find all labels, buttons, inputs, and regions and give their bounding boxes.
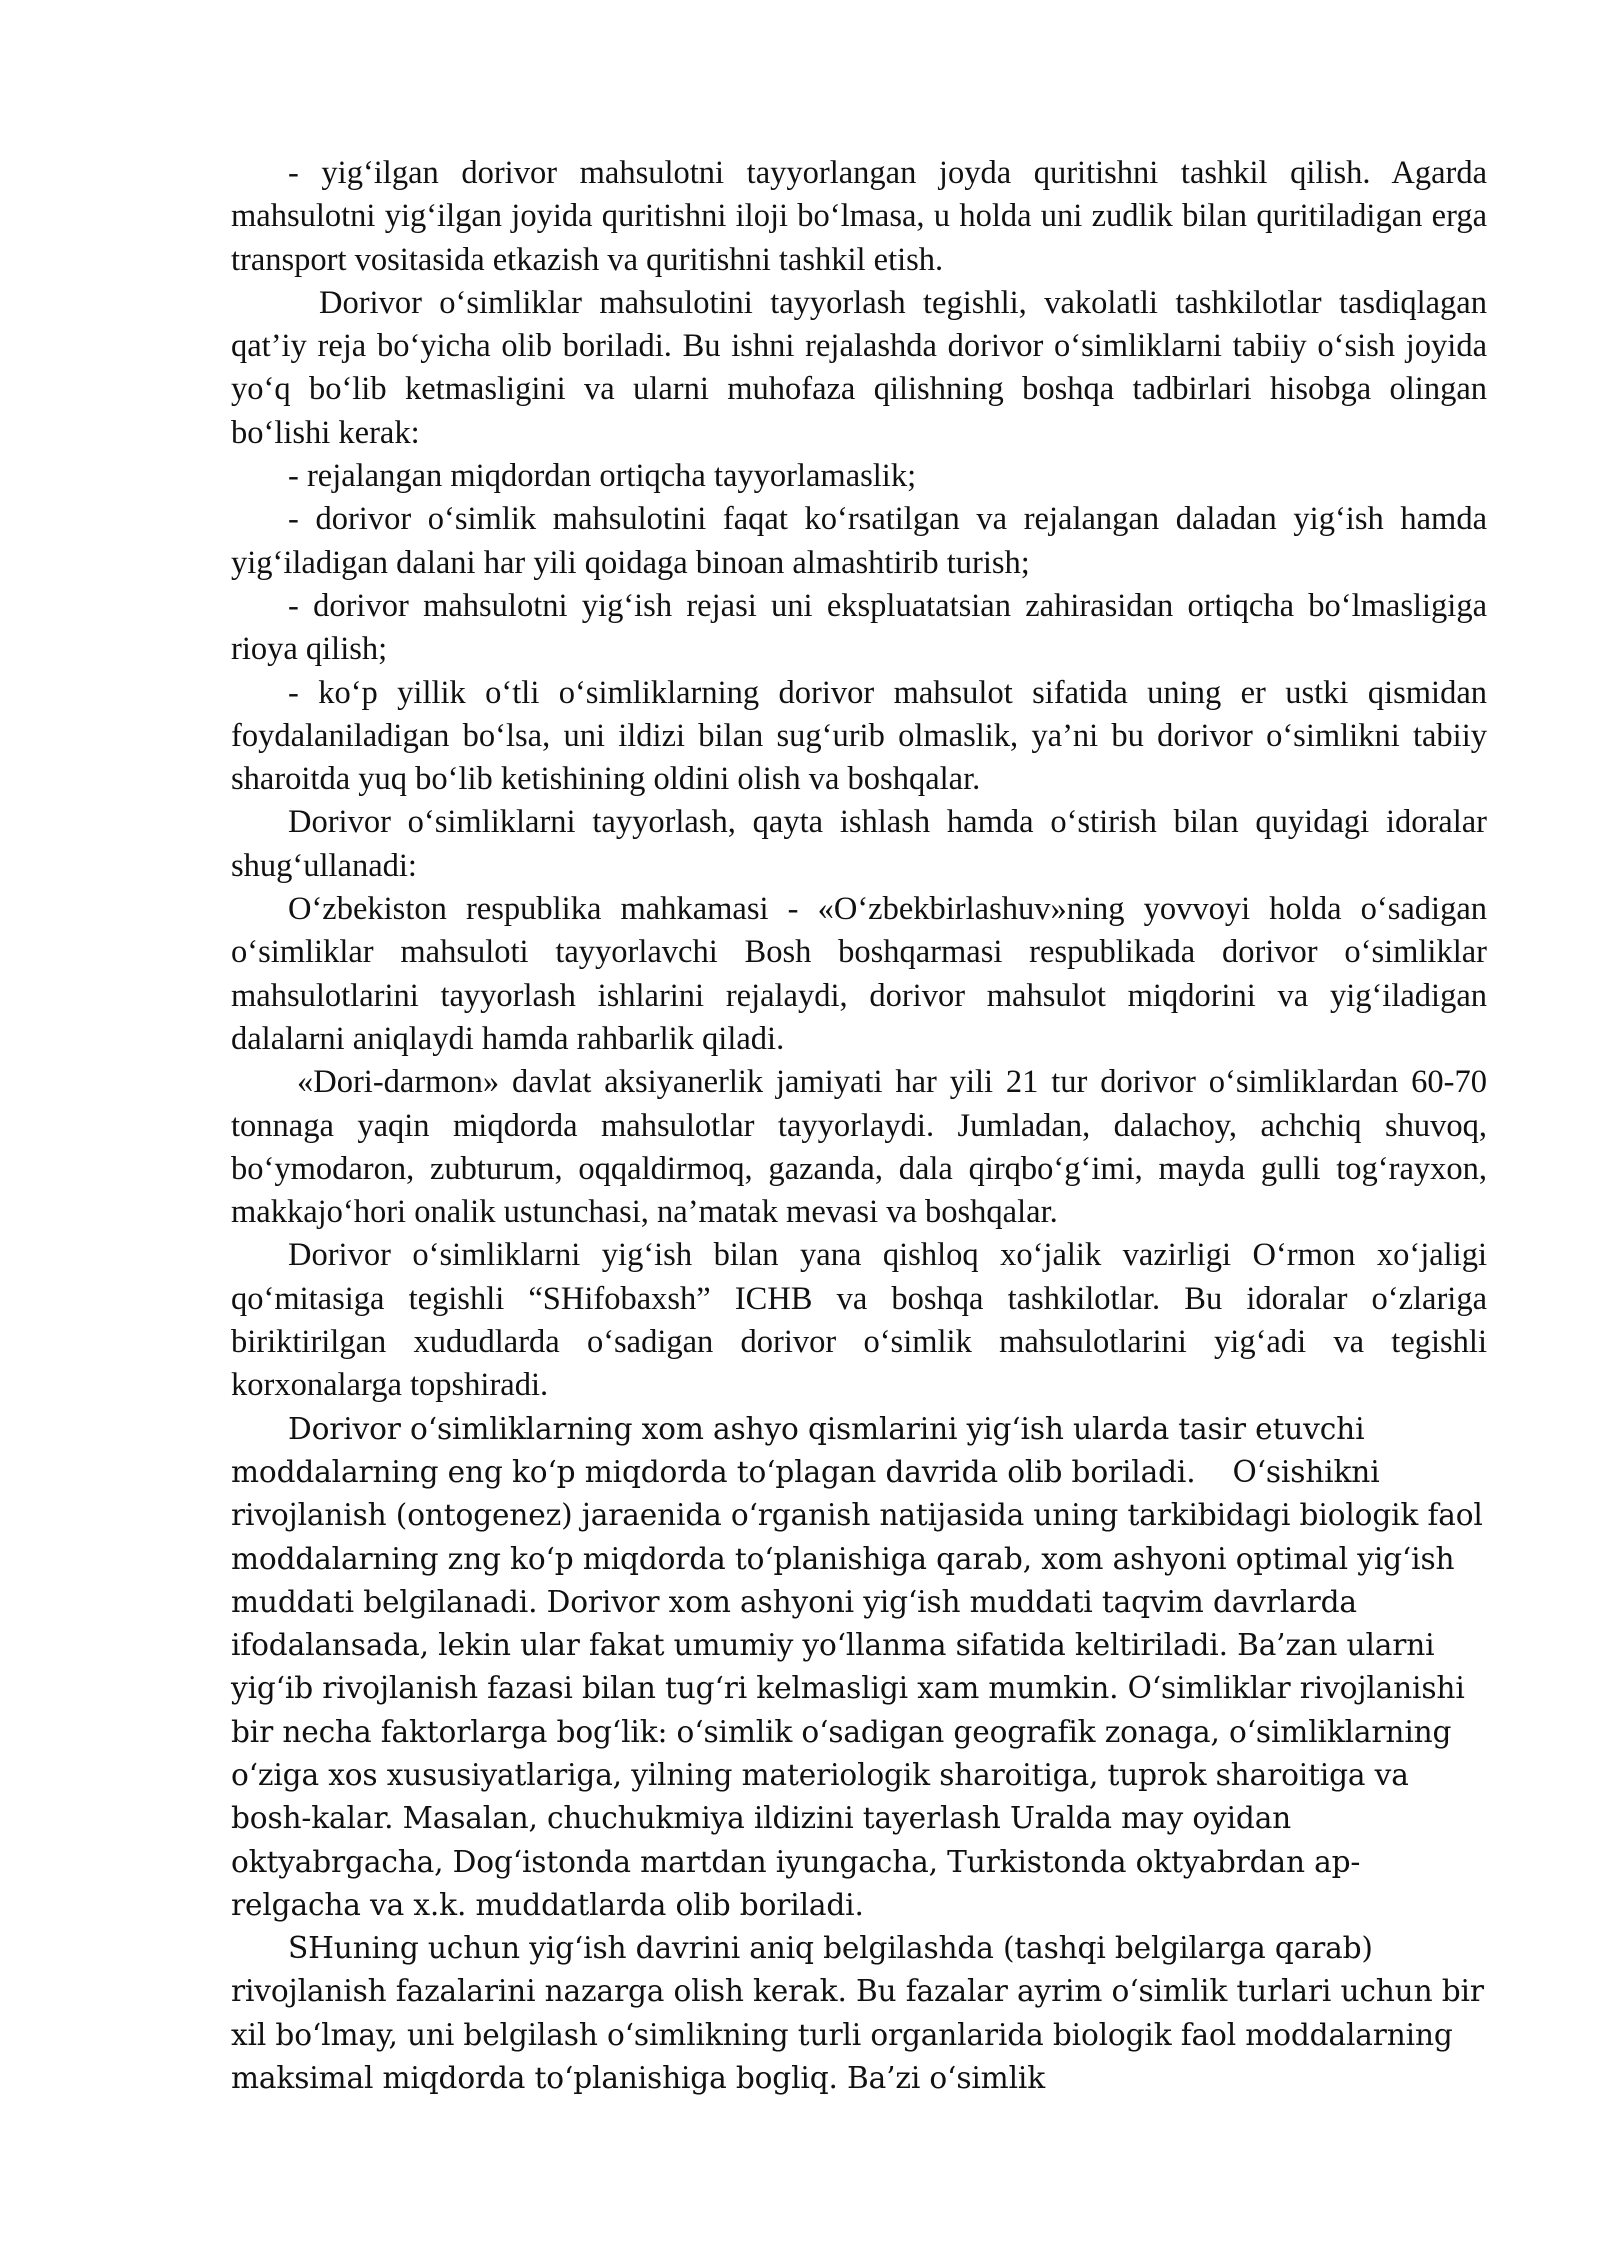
paragraph-dori-darmon: «Dori-darmon» davlat aksiyanerlik jamiyati har yili 21 tur dorivor o‘simliklardan 60-70 tonnaga yaqin miqdorda mahsulotlar tayyorlaydi. Jumladan, dalachoy, achchiq shuvoq, bo‘ymodaron, zubturum, oqqaldirmoq, gazanda, dala qirqbo‘g‘imi, mayda gulli tog‘rayxon, makkajo‘hori onalik ustunchasi, na’matak mevasi va boshqalar. bbox=[231, 1064, 1496, 1231]
document-page bbox=[231, 152, 1496, 2100]
list-item-root-protection: - ko‘p yillik o‘tli o‘simliklarning dorivor mahsulot sifatida uning er ustki qismidan foydalaniladigan bo‘lsa, uni ildizi bilan sug‘urib olmaslik, ya’ni bu dorivor o‘simlikni tabiiy sharoitda yuq bo‘lib ketishining oldini olish va boshqalar. bbox=[231, 674, 1496, 798]
list-item-no-overharvest: - rejalangan miqdordan ortiqcha tayyorlamaslik; bbox=[288, 458, 917, 495]
paragraph-development-phases: SHuning uchun yig‘ish davrini aniq belgilashda (tashqi belgilarga qarab) rivojlanish fazalarini nazarga olish kerak. Bu fazalar ayrim o‘simlik turlari uchun bir xil bo‘lmay, uni belgilash o‘simlikning turli organlarida biologik faol moddalarning maksimal miqdorda to‘planishiga bogliq. Ba’zi o‘simlik bbox=[231, 1931, 1494, 2096]
paragraph-uzbekbirlashuv: O‘zbekiston respublika mahkamasi - «O‘zbekbirlashuv»ning yovvoyi holda o‘sadigan o‘simliklar mahsuloti tayyorlavchi Bosh boshqarmasi respublikada dorivor o‘simliklar mahsulotlarini tayyorlash ishlarini rejalaydi, dorivor mahsulot miqdorini va yig‘iladigan dalalarni aniqlaydi hamda rahbarlik qiladi. bbox=[231, 891, 1496, 1057]
paragraph-responsible-organizations: Dorivor o‘simliklarni tayyorlash, qayta ishlash hamda o‘stirish bilan quyidagi idoralar shug‘ullanadi: bbox=[231, 804, 1496, 884]
paragraph-drying-organization: - yig‘ilgan dorivor mahsulotni tayyorlangan joyda quritishni tashkil qilish. Agarda mahsulotni yig‘ilgan joyida quritishni iloji bo‘lmasa, u holda uni zudlik bilan quritiladigan erga transport vositasida etkazish va quritishni tashkil etish. bbox=[231, 155, 1496, 278]
paragraph-shifobaxsh: Dorivor o‘simliklarni yig‘ish bilan yana qishloq xo‘jalik vazirligi O‘rmon xo‘jaligi qo‘mitasiga tegishli “SHifobaxsh” ICHB va boshqa tashkilotlar. Bu idoralar o‘zlariga biriktirilgan xududlarda o‘sadigan dorivor o‘simlik mahsulotlarini yig‘adi va tegishli korxonalarga topshiradi. bbox=[231, 1237, 1496, 1404]
list-item-reserve-limit: - dorivor mahsulotni yig‘ish rejasi uni ekspluatatsian zahirasidan ortiqcha bo‘lmasligiga rioya qilish; bbox=[231, 587, 1496, 668]
paragraph-harvest-timing: Dorivor o‘simliklarning xom ashyo qismlarini yig‘ish ularda tasir etuvchi moddalarning eng ko‘p miqdorda to‘plagan davrida olib boriladi. O‘sishikni rivojlanish (ontogenez) jaraenida o‘rganish natijasida uning tarkibidagi biologik faol moddalarning zng ko‘p miqdorda to‘planishiga qarab, xom ashyoni optimal yig‘ish muddati belgilanadi. Dorivor xom ashyoni yig‘ish muddati taqvim davrlarda ifodalansada, lekin ular fakat umumiy yo‘llanma sifatida keltiriladi. Ba’zan ularni yig‘ib rivojlanish fazasi bilan tug‘ri kelmasligi xam mumkin. O‘simliklar rivojlanishi bir necha faktorlarga bog‘lik: o‘simlik o‘sadigan geografik zonaga, o‘simliklarning o‘ziga xos xususiyatlariga, yilning materiologik sharoitiga, tuprok sharoitiga va bosh-kalar. Masalan, chuchukmiya ildizini tayerlash Uralda may oyidan oktyabrgacha, Dog‘istonda martdan iyungacha, Turkistonda oktyabrdan ap-relgacha va x.k. muddatlarda olib boriladi. bbox=[231, 1411, 1493, 1922]
paragraph-harvest-plan: Dorivor o‘simliklar mahsulotini tayyorlash tegishli, vakolatli tashkilotlar tasdiqlagan qat’iy reja bo‘yicha olib boriladi. Bu ishni rejalashda dorivor o‘simliklarni tabiiy o‘sish joyida yo‘q bo‘lib ketmasligini va ularni muhofaza qilishning boshqa tadbirlari hisobga olingan bo‘lishi kerak: bbox=[231, 284, 1496, 451]
list-item-field-rotation: - dorivor o‘simlik mahsulotini faqat ko‘rsatilgan va rejalangan daladan yig‘ish hamda yig‘iladigan dalani har yili qoidaga binoan almashtirib turish; bbox=[231, 501, 1496, 581]
